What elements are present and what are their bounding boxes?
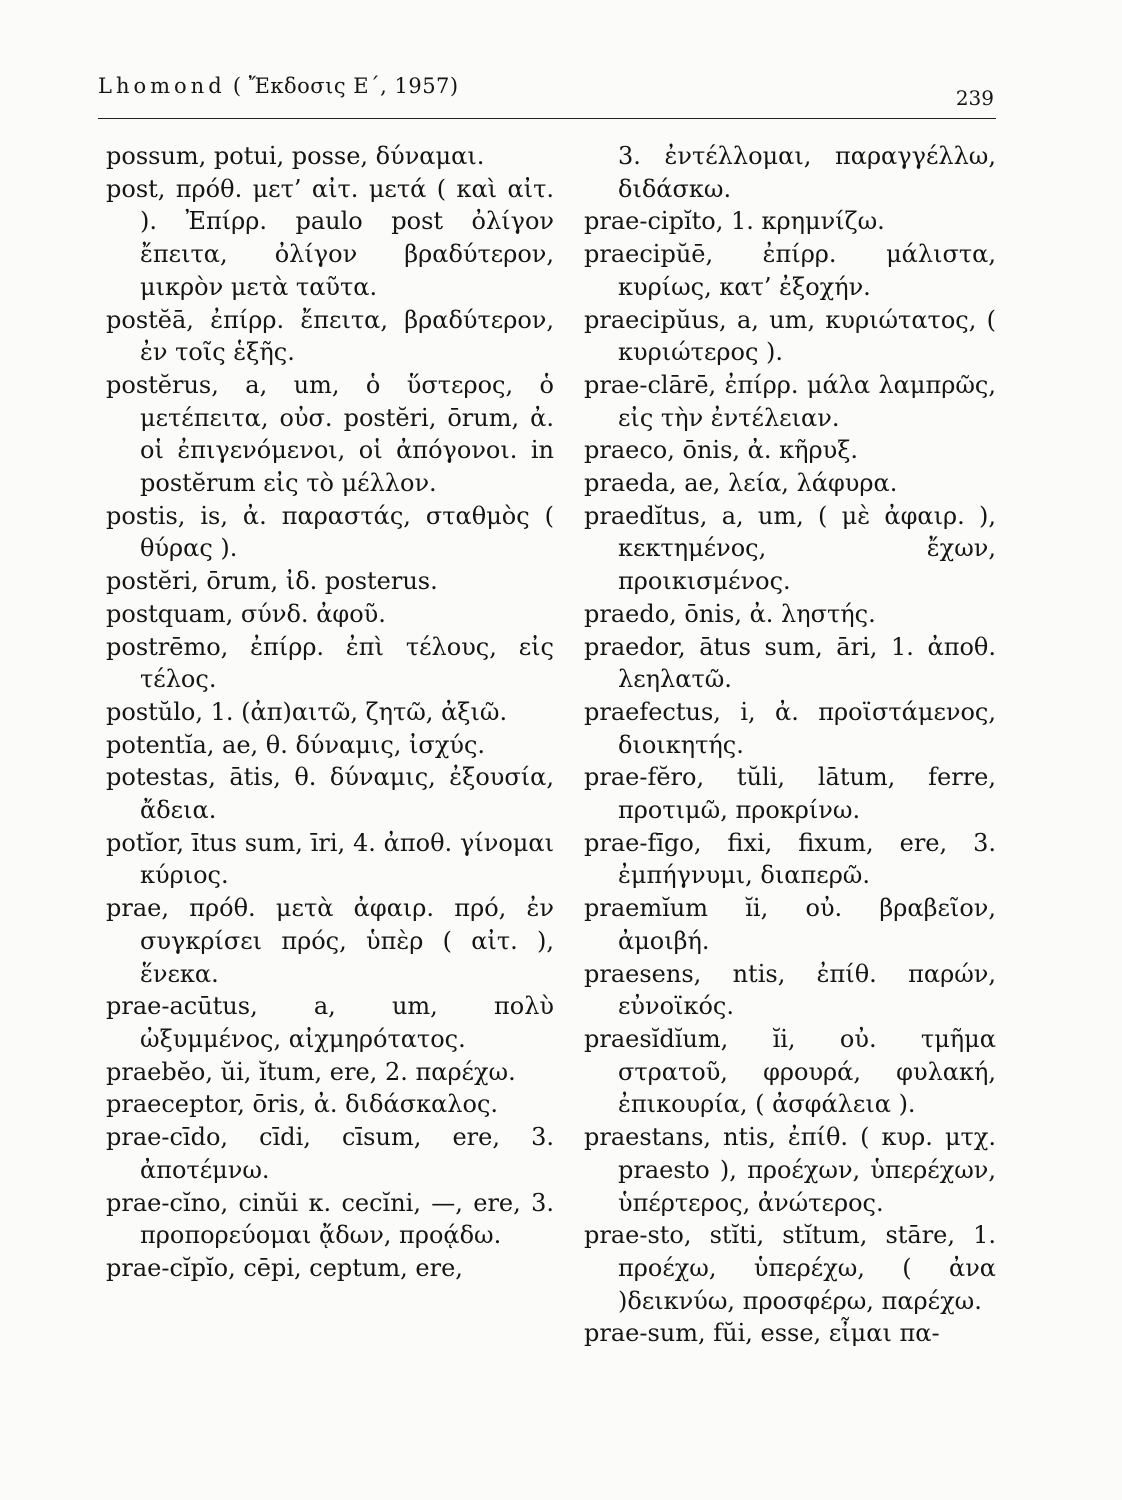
dictionary-entry: praeda, ae, λεία, λάφυρα.: [584, 469, 898, 498]
dictionary-entry: potentĭa, ae, θ. δύναμις, ἰσχύς.: [106, 730, 486, 759]
dictionary-entry: praedor, ātus sum, āri, 1. ἀποθ. λεηλατῶ.: [584, 632, 996, 694]
dictionary-entry: postquam, σύνδ. ἀφοῦ.: [106, 599, 386, 628]
dictionary-entry: postŭlo, 1. (ἀπ)αιτῶ, ζητῶ, ἀξιῶ.: [106, 697, 508, 726]
header-title: [98, 74, 459, 98]
dictionary-entry: possum, potui, posse, δύναμαι.: [106, 142, 485, 170]
dictionary-entry: prae-fīgo, fixi, fixum, ere, 3. ἐμπήγνυμι, διαπερῶ.: [584, 828, 996, 890]
dictionary-entry: praesĭdĭum, ĭi, οὐ. τμῆμα στρατοῦ, φρουρά, φυλακή, ἐπικουρία, ( ἀσφάλεια ).: [584, 1024, 996, 1119]
dictionary-entry-continued: 3. ἐντέλλομαι, παραγγέλλω, διδάσκω.: [618, 142, 996, 203]
running-header: [98, 74, 996, 119]
dictionary-entry: praesens, ntis, ἐπίθ. παρών, εὐνοϊκός.: [584, 959, 996, 1021]
dictionary-entry: praeco, ōnis, ἀ. κῆρυξ.: [584, 436, 859, 465]
dictionary-entry: prae, πρόθ. μετὰ ἀφαιρ. πρό, ἐν συγκρίσει πρός, ὑπὲρ ( αἰτ. ), ἕνεκα.: [106, 894, 554, 988]
page-number: 239: [955, 86, 994, 110]
dictionary-entry: praefectus, i, ἀ. προϊστάμενος, διοικητής.: [584, 697, 996, 759]
dictionary-entry: praeceptor, ōris, ἀ. διδάσκαλος.: [106, 1090, 499, 1119]
dictionary-entry: post, πρόθ. μετ’ αἰτ. μετά ( καὶ αἰτ. ). Ἐπίρρ. paulo post ὀλίγον ἔπειτα, ὀλίγον βραδύτερον, μικρὸν μετὰ ταῦτα.: [106, 174, 554, 301]
dictionary-entry: prae-cīdo, cīdi, cīsum, ere, 3. ἀποτέμνω.: [106, 1123, 554, 1184]
header-author: Lhomond: [98, 74, 226, 98]
dictionary-entry: postis, is, ἀ. παραστάς, σταθμὸς ( θύρας ).: [106, 501, 554, 563]
dictionary-entry: prae-cipĭto, 1. κρημνίζω.: [584, 207, 885, 236]
dictionary-entry: postĕā, ἐπίρρ. ἔπειτα, βραδύτερον, ἐν τοῖς ἑξῆς.: [106, 305, 554, 367]
dictionary-entry: prae-sum, fŭi, esse, εἶμαι πα-: [584, 1319, 940, 1348]
dictionary-entry: potestas, ātis, θ. δύναμις, ἐξουσία, ἄδεια.: [106, 763, 554, 825]
left-column: [106, 140, 554, 1285]
dictionary-entry: praedo, ōnis, ἀ. ληστής.: [584, 599, 876, 628]
header-edition: ( Ἔκδοσις Ε΄, 1957): [232, 74, 459, 98]
dictionary-entry: praestans, ntis, ἐπίθ. ( κυρ. μτχ. praesto ), προέχων, ὑπερέχων, ὑπέρτερος, ἀνώτερος.: [584, 1123, 996, 1217]
right-column: [584, 140, 996, 1350]
dictionary-entry: prae-clārē, ἐπίρρ. μάλα λαμπρῶς, εἰς τὴν ἐντέλειαν.: [584, 370, 996, 432]
dictionary-entry: postrēmo, ἐπίρρ. ἐπὶ τέλους, εἰς τέλος.: [106, 632, 554, 694]
dictionary-entry: postĕrus, a, um, ὁ ὕστερος, ὁ μετέπειτα, οὐσ. postĕri, ōrum, ἀ. οἱ ἐπιγενόμενοι, οἱ ἀπόγονοι. in postĕrum εἰς τὸ μέλλον.: [106, 370, 554, 498]
dictionary-entry: prae-acūtus, a, um, πολὺ ὠξυμμένος, αἰχμηρότατος.: [106, 992, 554, 1053]
dictionary-entry: praedĭtus, a, um, ( μὲ ἀφαιρ. ), κεκτημένος, ἔχων, προικισμένος.: [584, 501, 996, 596]
dictionary-entry: potĭor, ītus sum, īri, 4. ἀποθ. γίνομαι κύριος.: [106, 828, 554, 890]
dictionary-entry: prae-fĕro, tŭli, lātum, ferre, προτιμῶ, προκρίνω.: [584, 763, 996, 825]
dictionary-entry: praemĭum ĭi, οὐ. βραβεῖον, ἀμοιβή.: [584, 894, 996, 955]
dictionary-entry: prae-cĭpĭo, cēpi, ceptum, ere,: [106, 1253, 463, 1282]
dictionary-entry: praecipŭē, ἐπίρρ. μάλιστα, κυρίως, κατ’ ἐξοχήν.: [584, 240, 996, 301]
dictionary-entry: postĕri, ōrum, ἰδ. posterus.: [106, 567, 438, 596]
dictionary-entry: prae-cĭno, cinŭi κ. cecĭni, —, ere, 3. προπορεύομαι ᾄδων, προᾴδω.: [106, 1188, 554, 1250]
dictionary-entry: praebĕo, ŭi, ĭtum, ere, 2. παρέχω.: [106, 1057, 516, 1086]
dictionary-entry: praecipŭus, a, um, κυριώτατος, ( κυριώτερος ).: [584, 305, 996, 367]
dictionary-entry: prae-sto, stĭti, stĭtum, stāre, 1. προέχω, ὑπερέχω, ( ἀνα )δεικνύω, προσφέρω, παρέχω.: [584, 1221, 996, 1315]
